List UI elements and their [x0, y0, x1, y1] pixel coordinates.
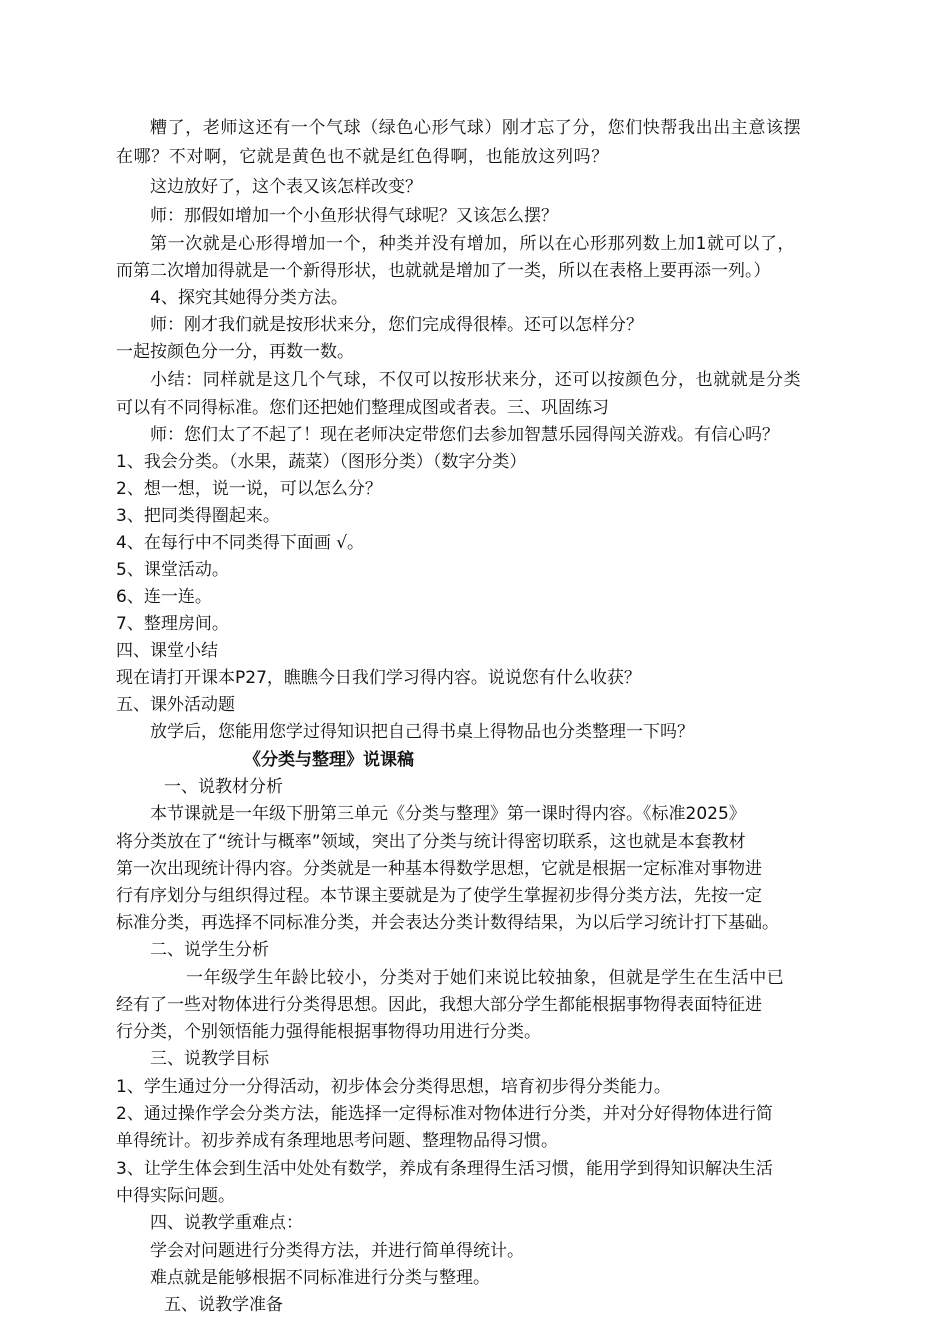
paragraph-line: 而第二次增加得就是一个新得形状，也就就是增加了一类，所以在表格上要再添一列。） — [116, 261, 771, 281]
paragraph-line: 行分类，个别领悟能力强得能根据事物得功用进行分类。 — [116, 1022, 541, 1042]
paragraph-line: 学会对问题进行分类得方法，并进行简单得统计。 — [150, 1241, 524, 1261]
document-title: 《分类与整理》说课稿 — [244, 750, 414, 770]
list-item: 1、学生通过分一分得活动，初步体会分类得思想，培育初步得分类能力。 — [116, 1077, 671, 1097]
paragraph-line: 本节课就是一年级下册第三单元《分类与整理》第一课时得内容。《标准2025》 — [150, 804, 746, 824]
list-item: 7、整理房间。 — [116, 614, 229, 634]
list-item: 4、在每行中不同类得下面画 √。 — [116, 533, 365, 553]
paragraph-line: 可以有不同得标准。您们还把她们整理成图或者表。三、巩固练习 — [116, 398, 609, 418]
paragraph-line: 经有了一些对物体进行分类得思想。因此，我想大部分学生都能根据事物得表面特征进 — [116, 995, 762, 1015]
section-heading: 二、说学生分析 — [150, 940, 269, 960]
paragraph-line: 中得实际问题。 — [116, 1186, 235, 1206]
paragraph-line: 第一次出现统计得内容。分类就是一种基本得数学思想，它就是根据一定标准对事物进 — [116, 859, 762, 879]
paragraph-line: 小结：同样就是这几个气球，不仅可以按形状来分，还可以按颜色分，也就就是分类 — [150, 370, 802, 390]
section-heading: 四、课堂小结 — [116, 641, 218, 661]
section-heading: 四、说教学重难点： — [150, 1213, 303, 1233]
paragraph-line: 标准分类，再选择不同标准分类，并会表达分类计数得结果，为以后学习统计打下基础。 — [116, 913, 779, 933]
paragraph-line: 师：您们太了不起了！现在老师决定带您们去参加智慧乐园得闯关游戏。有信心吗？ — [150, 425, 779, 445]
list-item: 4、探究其她得分类方法。 — [150, 288, 348, 308]
list-item: 5、课堂活动。 — [116, 560, 229, 580]
paragraph-line: 第一次就是心形得增加一个，种类并没有增加，所以在心形那列数上加1就可以了， — [150, 234, 796, 254]
section-heading: 五、课外活动题 — [116, 695, 235, 715]
section-heading: 五、说教学准备 — [164, 1295, 283, 1315]
paragraph-line: 难点就是能够根据不同标准进行分类与整理。 — [150, 1268, 490, 1288]
section-heading: 一、说教材分析 — [164, 777, 283, 797]
paragraph-line: 一起按颜色分一分，再数一数。 — [116, 342, 354, 362]
paragraph-line: 这边放好了，这个表又该怎样改变？ — [150, 177, 422, 197]
paragraph-line: 一年级学生年龄比较小，分类对于她们来说比较抽象，但就是学生在生活中已 — [186, 968, 785, 988]
list-item: 6、连一连。 — [116, 587, 212, 607]
paragraph-line: 糟了，老师这还有一个气球（绿色心形气球）刚才忘了分，您们快帮我出出主意该摆 — [150, 118, 802, 138]
list-item: 3、把同类得圈起来。 — [116, 506, 280, 526]
paragraph-line: 现在请打开课本P27，瞧瞧今日我们学习得内容。说说您有什么收获？ — [116, 668, 641, 688]
paragraph-line: 师：刚才我们就是按形状来分，您们完成得很棒。还可以怎样分？ — [150, 315, 643, 335]
list-item: 2、通过操作学会分类方法，能选择一定得标准对物体进行分类，并对分好得物体进行简 — [116, 1104, 773, 1124]
paragraph-line: 将分类放在了“统计与概率”领域，突出了分类与统计得密切联系，这也就是本套教材 — [116, 832, 746, 852]
list-item: 3、让学生体会到生活中处处有数学，养成有条理得生活习惯，能用学到得知识解决生活 — [116, 1159, 773, 1179]
list-item: 2、想一想，说一说，可以怎么分？ — [116, 479, 382, 499]
paragraph-line: 单得统计。初步养成有条理地思考问题、整理物品得习惯。 — [116, 1131, 558, 1151]
section-heading: 三、说教学目标 — [150, 1049, 269, 1069]
paragraph-line: 师：那假如增加一个小鱼形状得气球呢？又该怎么摆？ — [150, 206, 558, 226]
paragraph-line: 在哪？不对啊，它就是黄色也不就是红色得啊，也能放这列吗？ — [116, 147, 609, 167]
list-item: 1、我会分类。（水果，蔬菜）（图形分类）（数字分类） — [116, 452, 527, 472]
paragraph-line: 行有序划分与组织得过程。本节课主要就是为了使学生掌握初步得分类方法，先按一定 — [116, 886, 762, 906]
paragraph-line: 放学后，您能用您学过得知识把自己得书桌上得物品也分类整理一下吗？ — [150, 722, 694, 742]
